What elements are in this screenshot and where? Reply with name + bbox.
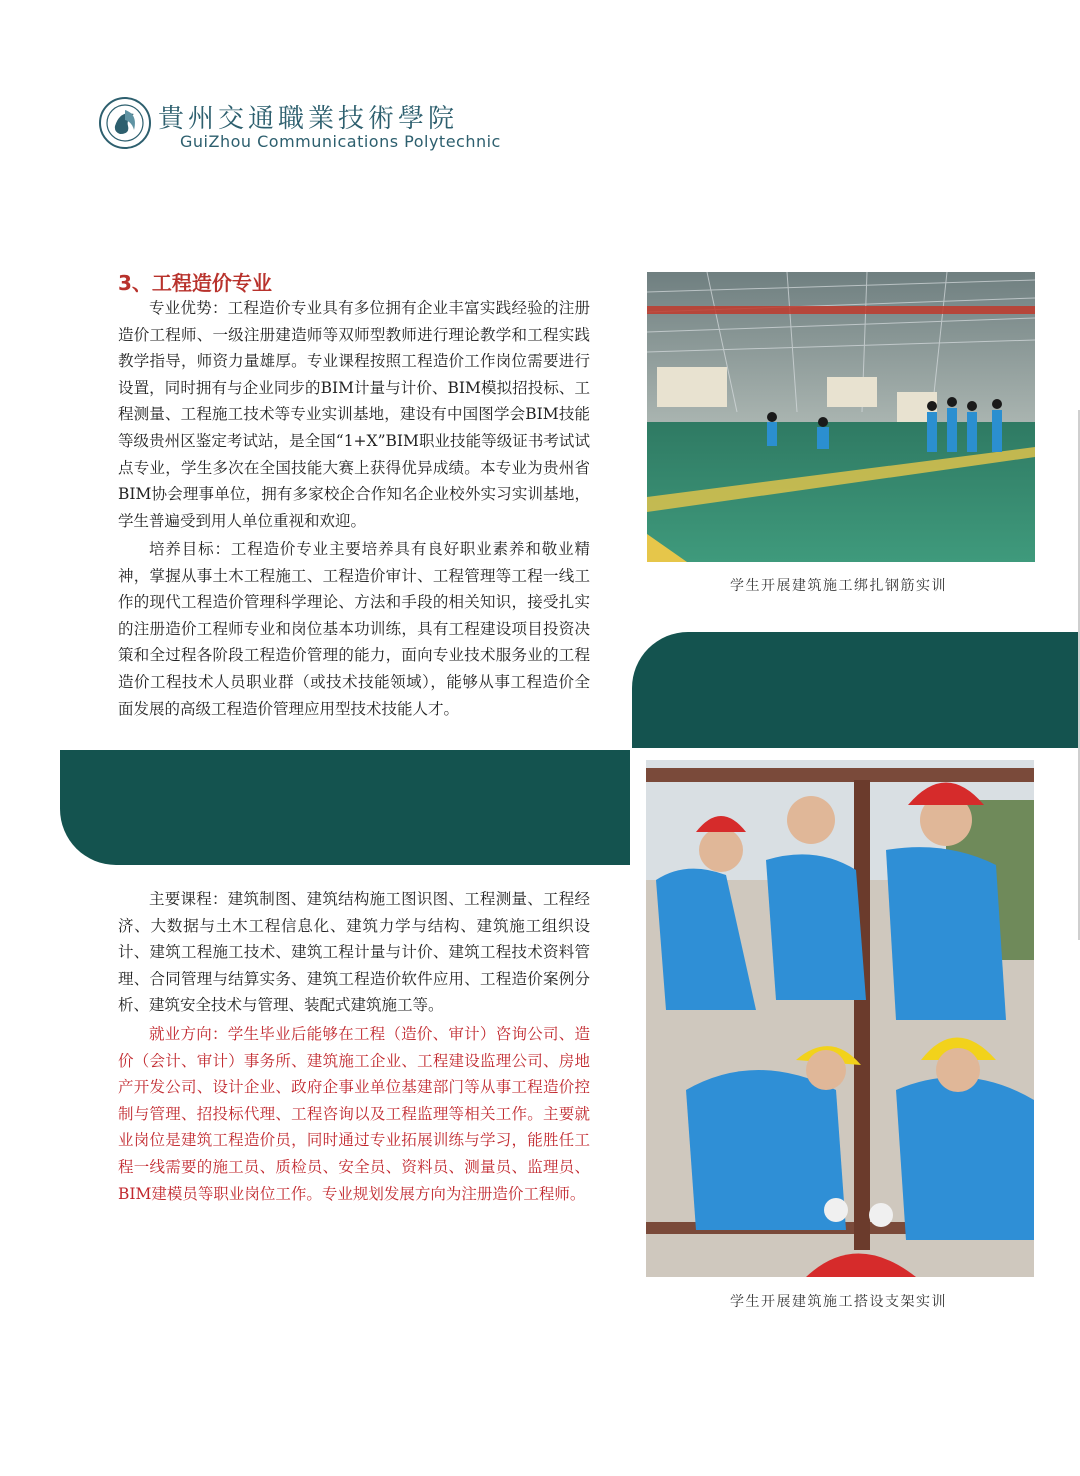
photo-caption-scaffold: 学生开展建筑施工搭设支架实训 [730, 1294, 947, 1310]
factory-hall-illustration [647, 272, 1035, 562]
photo-caption-rebar: 学生开展建筑施工绑扎钢筋实训 [730, 578, 947, 594]
paragraph-training-goals: 培养目标：工程造价专业主要培养具有良好职业素养和敬业精神，掌握从事土木工程施工、工程造价审计、工程管理等工程一线工作的现代工程造价管理科学理论、方法和手段的相关知识，接受扎实的注册造价工程师专业和岗位基本功训练，具有工程建设项目投资决策和全过程各阶段工程造价管理的能力，面向专业技术服务业的工程造价工程技术人员职业群（或技术技能领域），能够从事工程造价全面发展的高级工程造价管理应用型技术技能人才。 [118, 540, 590, 718]
photo-scaffold-training [646, 760, 1034, 1277]
paragraph-employment: 就业方向：学生毕业后能够在工程（造价、审计）咨询公司、造价（会计、审计）事务所、建筑施工企业、工程建设监理公司、房地产开发公司、设计企业、政府企事业单位基建部门等从事工程造价控制与管理、招投标代理、工程咨询以及工程监理等相关工作。主要就业岗位是建筑工程造价员，同时通过专业拓展训练与学习，能胜任工程一线需要的施工员、质检员、安全员、资料员、测量员、监理员、BIM建模员等职业岗位工作。专业规划发展方向为注册造价工程师。 [118, 1025, 590, 1203]
paragraph-advantages: 专业优势：工程造价专业具有多位拥有企业丰富实践经验的注册造价工程师、一级注册建造师等双师型教师进行理论教学和工程实践教学指导，师资力量雄厚。专业课程按照工程造价工作岗位需要进行设置，同时拥有与企业同步的BIM计量与计价、BIM模拟招投标、工程测量、工程施工技术等专业实训基地，建设有中国图学会BIM技能等级贵州区鉴定考试站，是全国“1+X”BIM职业技能等级证书考试试点专业，学生多次在全国技能大赛上获得优异成绩。本专业为贵州省BIM协会理事单位，拥有多家校企合作知名企业校外实习实训基地，学生普遍受到用人单位重视和欢迎。 [118, 299, 590, 530]
school-logo [98, 96, 518, 156]
school-emblem-icon [98, 96, 152, 150]
decorative-band-left [60, 750, 630, 865]
school-name-en: GuiZhou Communications Polytechnic [180, 132, 501, 151]
photo-rebar-training [647, 272, 1035, 562]
scaffold-training-illustration [646, 760, 1034, 1277]
school-name-cn: 貴州交通職業技術學院 [158, 104, 459, 134]
paragraph-main-courses: 主要课程：建筑制图、建筑结构施工图识图、工程测量、工程经济、大数据与土木工程信息化、建筑力学与结构、建筑施工组织设计、建筑工程施工技术、建筑工程计量与计价、建筑工程技术资料管理、合同管理与结算实务、建筑工程造价软件应用、工程造价案例分析、建筑安全技术与管理、装配式建筑施工等。 [118, 890, 590, 1015]
section-title: 3、工程造价专业 [118, 271, 272, 295]
decorative-band-right [632, 632, 1080, 748]
